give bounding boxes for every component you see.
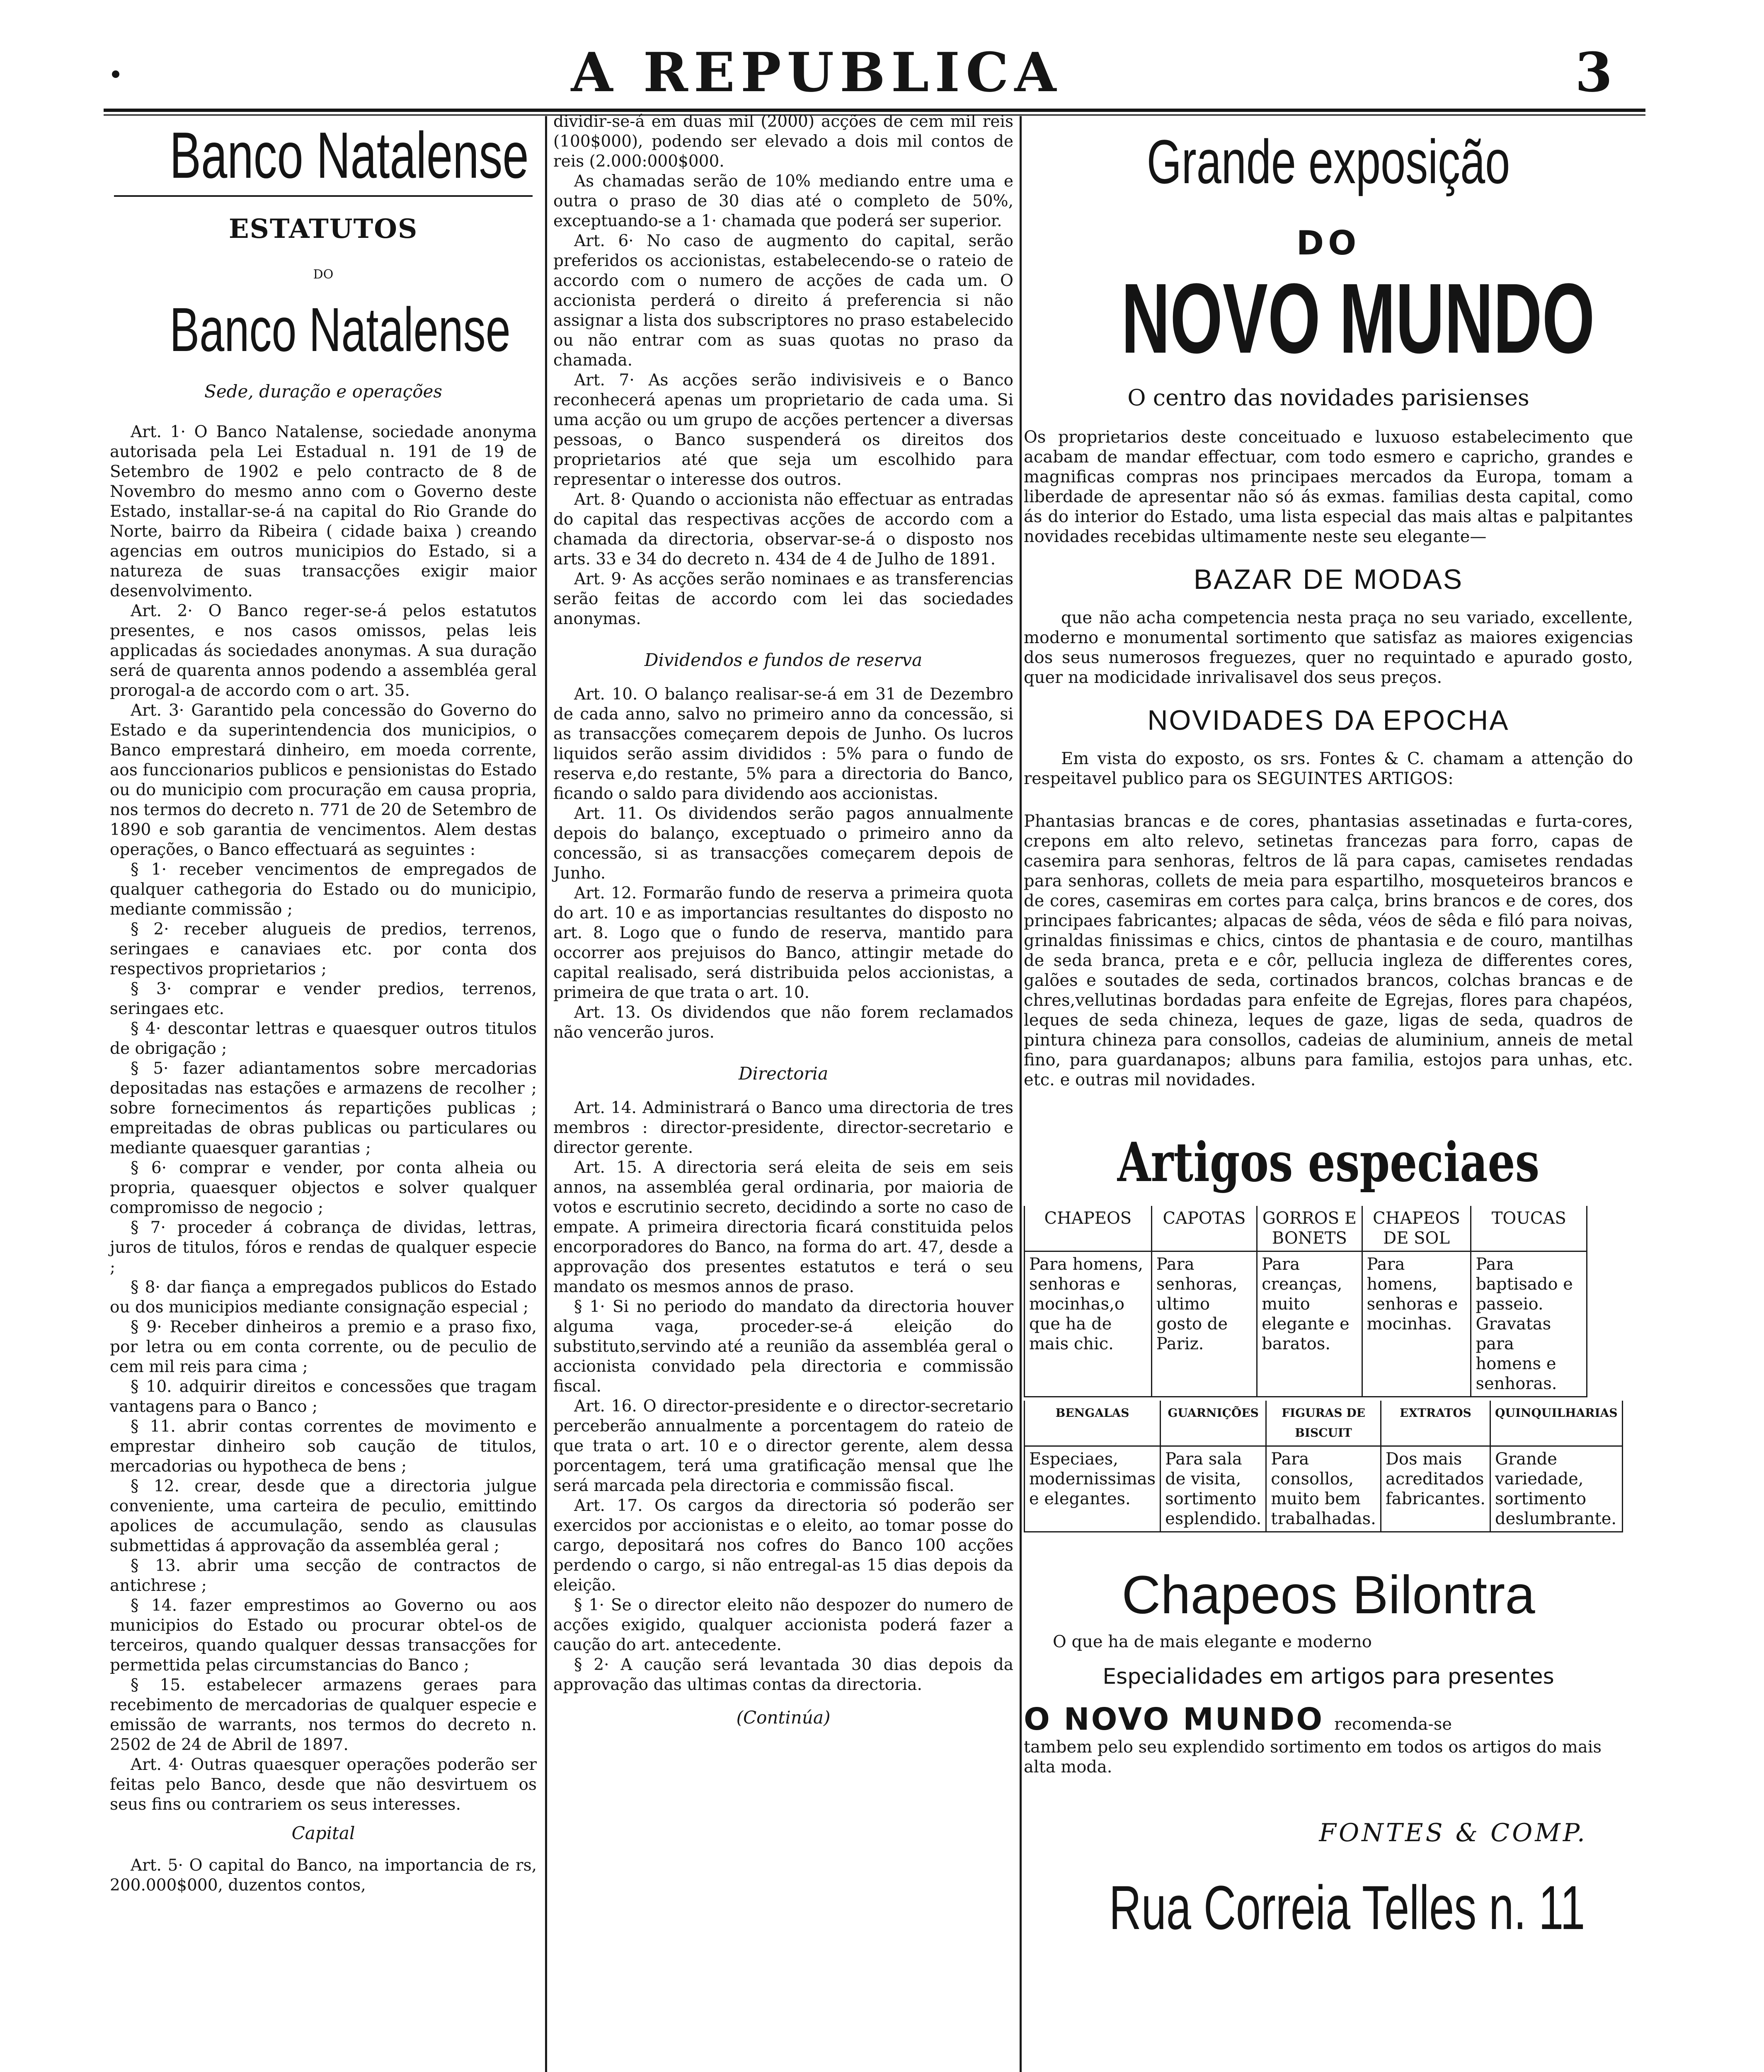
ad-special-articles-heading: Artigos especiaes bbox=[1117, 1130, 1540, 1194]
ad-bilontra-text: O que ha de mais elegante e moderno bbox=[1053, 1632, 1372, 1651]
bank-title-rule bbox=[114, 195, 533, 197]
ad-store-name: NOVO MUNDO bbox=[1121, 263, 1595, 374]
article-paragraph: § 6· comprar e vender, por conta alheia ou propria, quaesquer objectos e solver qualquer compromisso de negocio ; bbox=[110, 1159, 537, 1217]
ad-intro: Os proprietarios deste conceituado e luxuoso estabelecimento que acabam de mandar effectuar, com todo esmero e capricho, grandes e magnificas compras nos principaes mercados da Europa, tomam a liberdade de apresentar não só ás exmas. familias desta capital, como ás do interior do Estado, uma lista especial das mais altas e palpitantes novidades recebidas ultimamente neste seu elegante— bbox=[1024, 428, 1633, 546]
article-paragraph: § 11. abrir contas correntes de movimento e emprestar dinheiro sob caução de titulos, mercadorias ou hypotheca de bens ; bbox=[110, 1417, 537, 1476]
ad-novidades-heading: NOVIDADES DA EPOCHA bbox=[1147, 704, 1510, 736]
article-paragraph: § 5· fazer adiantamentos sobre mercadorias depositadas nas estações e armazens de recolher ; sobre fornecimentos ás repartições publicas ; empreitadas de obras publicas ou particulares ou mediante quaesquer garantias ; bbox=[110, 1059, 537, 1157]
article-paragraph: § 9· Receber dinheiros a premio e a praso fixo, por letra ou em conta corrente, ou de peculio de cem mil reis para cima ; bbox=[110, 1318, 537, 1376]
article-paragraph: § 1· Se o director eleito não despozer do numero de acções exigido, qualquer accionista poderá fazer a caução do art. antecedente. bbox=[553, 1596, 1013, 1654]
ad-recomenda: recomenda-se bbox=[1334, 1715, 1452, 1734]
bank-title: Banco Natalense bbox=[170, 119, 529, 192]
table-header: TOUCAS bbox=[1471, 1206, 1587, 1251]
article-paragraph: Art. 9· As acções serão nominaes e as transferencias serão feitas de accordo com lei das sociedades anonymas. bbox=[553, 570, 1013, 628]
ad-bilontra-heading: Chapeos Bilontra bbox=[1122, 1564, 1535, 1625]
table-header: GORROS E BONETS bbox=[1257, 1206, 1362, 1251]
masthead-rule bbox=[104, 109, 1645, 112]
masthead bbox=[0, 0, 1764, 108]
table-cell: Grande variedade, sortimento deslumbrante. bbox=[1490, 1446, 1623, 1532]
table-header: EXTRATOS bbox=[1381, 1401, 1490, 1446]
table-header: BENGALAS bbox=[1025, 1401, 1161, 1446]
table-header: QUINQUILHARIAS bbox=[1490, 1401, 1623, 1446]
article-paragraph: Art. 11. Os dividendos serão pagos annualmente depois do balanço, exceptuado o primeiro anno da concessão, si as transacções começarem depois de Junho. bbox=[553, 804, 1013, 883]
ad-firm-name: FONTES & COMP. bbox=[1319, 1818, 1587, 1847]
table-cell: Para creanças, muito elegante e baratos. bbox=[1257, 1251, 1362, 1397]
article-paragraph: § 2· receber alugueis de predios, terrenos, seringaes e canaviaes etc. por conta dos respectivos proprietarios ; bbox=[110, 920, 537, 978]
article-paragraph: Art. 4· Outras quaesquer operações poderão ser feitas pelo Banco, desde que não desvirtuem os seus fins ou contrariem os seus interesses. bbox=[110, 1755, 537, 1814]
ad-title: Grande exposição bbox=[1146, 127, 1510, 196]
article-paragraph: Art. 2· O Banco reger-se-á pelos estatutos presentes, e nos casos omissos, pelas leis applicadas ás sociedades anonymas. A sua duração será de quarenta annos podendo a assembléa geral prorogal-a de accordo com o art. 35. bbox=[110, 602, 537, 700]
ad-bazar-heading: BAZAR DE MODAS bbox=[1193, 564, 1464, 595]
table-cell: Especiaes, modernissimas e elegantes. bbox=[1025, 1446, 1161, 1532]
article-paragraph: dividir-se-á em duas mil (2000) acções de cem mil reis (100$000), podendo ser elevado a dois mil contos de reis (2.000:000$000. bbox=[553, 112, 1013, 171]
ad-novo-mundo-name: O NOVO MUNDO bbox=[1024, 1702, 1324, 1737]
article-paragraph: Art. 16. O director-presidente e o director-secretario perceberão annualmente a porcentagem do rateio de que trata o art. 10 e o director gerente, alem dessa porcentagem, terá uma gratificação mensal que lhe será marcada pela directoria e commissão fiscal. bbox=[553, 1397, 1013, 1495]
article-paragraph: § 7· proceder á cobrança de dividas, lettras, juros de titulos, fóros e rendas de qualquer especie ; bbox=[110, 1218, 537, 1277]
table-header: FIGURAS DE BISCUIT bbox=[1266, 1401, 1381, 1446]
table-cell: Para homens, senhoras e mocinhas,o que ha de mais chic. bbox=[1025, 1251, 1152, 1397]
article-paragraph: Art. 15. A directoria será eleita de seis em seis annos, na assembléa geral ordinaria, por maioria de votos e escrutinio secreto, decidindo a sorte no caso de empate. A primeira directoria ficará constituida pelos encorporadores do Banco, na forma do art. 47, desde a approvação dos presentes estatutos e terá o seu mandato os mesmos annos de praso. bbox=[553, 1158, 1013, 1296]
column-statutes-continued bbox=[553, 112, 1013, 1728]
article-paragraph: Art. 1· O Banco Natalense, sociedade anonyma autorisada pela Lei Estadual n. 191 de 19 de Setembro de 1902 e pelo contracto de 8 de Novembro do mesmo anno com o Governo deste Estado, installar-se-á na capital do Rio Grande do Norte, bairro da Ribeira ( cidade baixa ) creando agencias em outros municipios do Estado, si a natureza de suas transacções exigir maior desenvolvimento. bbox=[110, 423, 537, 600]
article-paragraph: § 14. fazer emprestimos ao Governo ou aos municipios do Estado ou procurar obtel-os de terceiros, quando qualquer dessas transacções for permettida pelas circumstancias do Banco ; bbox=[110, 1596, 537, 1675]
ad-especialidades: Especialidades em artigos para presentes bbox=[1102, 1664, 1554, 1689]
table-cell: Para senhoras, ultimo gosto de Pariz. bbox=[1151, 1251, 1257, 1397]
section-heading-sede: Sede, duração e operações bbox=[204, 381, 442, 402]
article-paragraph: § 1· receber vencimentos de empregados de qualquer cathegoria do Estado ou do municipio, mediante commissão ; bbox=[110, 860, 537, 919]
article-paragraph: Art. 10. O balanço realisar-se-á em 31 de Dezembro de cada anno, salvo no primeiro anno da concessão, si as transacções começarem depois de Junho. Os lucros liquidos serão assim divididos : 5% para o fundo de reserva e,do restante, 5% para a directoria do Banco, ficando o saldo para dividendo aos accionistas. bbox=[553, 685, 1013, 803]
articles-table-2 bbox=[1024, 1401, 1623, 1532]
article-paragraph: Art. 5· O capital do Banco, na importancia de rs, 200.000$000, duzentos contos, bbox=[110, 1856, 537, 1895]
article-paragraph: § 12. crear, desde que a directoria julgue conveniente, uma carteira de peculio, emittindo apolices de accumulação, sendo as clausulas submettidas á approvação da assembléa geral ; bbox=[110, 1477, 537, 1555]
table-cell: Dos mais acreditados fabricantes. bbox=[1381, 1446, 1490, 1532]
ad-bazar-text: que não acha competencia nesta praça no seu variado, excellente, moderno e monumental sortimento que satisfaz as maiores exigencias dos seus numerosos freguezes, quer no requintado e apurado gosto, quer na modicidade inrivalisavel dos seus preços. bbox=[1024, 608, 1633, 687]
article-paragraph: As chamadas serão de 10% mediando entre uma e outra o praso de 30 dias até o completo de 50%, exceptuando-se a 1· chamada que poderá ser superior. bbox=[553, 172, 1013, 230]
ad-address: Rua Correia Telles n. 11 bbox=[1109, 1873, 1585, 1942]
ad-do: DO bbox=[1296, 224, 1361, 262]
article-paragraph: § 15. estabelecer armazens geraes para recebimento de mercadorias de qualquer especie e emissão de warrants, nos termos do decreto n. 2502 de 24 de Abril de 1897. bbox=[110, 1676, 537, 1754]
table-cell: Para homens, senhoras e mocinhas. bbox=[1362, 1251, 1471, 1397]
article-paragraph: § 8· dar fiança a empregados publicos do Estado ou dos municipios mediante consignação especial ; bbox=[110, 1278, 537, 1317]
ad-novo-mundo-line bbox=[1024, 1702, 1633, 1737]
table-header: CHAPEOS DE SOL bbox=[1362, 1206, 1471, 1251]
column-divider-2 bbox=[1020, 116, 1022, 2072]
article-paragraph: Art. 14. Administrará o Banco uma directoria de tres membros : director-presidente, director-secretario e director gerente. bbox=[553, 1099, 1013, 1157]
table-header: CHAPEOS bbox=[1025, 1206, 1152, 1251]
table-cell: Para sala de visita, sortimento esplendido. bbox=[1161, 1446, 1266, 1532]
statutes-do: DO bbox=[313, 267, 334, 282]
article-paragraph: Art. 6· No caso de augmento do capital, serão preferidos os accionistas, estabelecendo-se o rateio de accordo com o numero de acções de cada um. O accionista perderá o direito á preferencia si não assignar a lista dos subscriptores no praso estabelecido ou não entrar com as suas quotas no praso da chamada. bbox=[553, 232, 1013, 370]
article-paragraph: § 10. adquirir direitos e concessões que tragam vantagens para o Banco ; bbox=[110, 1377, 537, 1416]
table-cell: Para consollos, muito bem trabalhadas. bbox=[1266, 1446, 1381, 1532]
article-paragraph: § 2· A caução será levantada 30 dias depois da approvação das ultimas contas da directoria. bbox=[553, 1656, 1013, 1694]
article-paragraph: § 13. abrir uma secção de contractos de antichrese ; bbox=[110, 1556, 537, 1595]
article-paragraph: Art. 12. Formarão fundo de reserva a primeira quota do art. 10 e as importancias resultantes do disposto no art. 8. Logo que o fundo de reserva, mantido para occorrer aos prejuisos do Banco, attingir metade do capital realisado, será distribuida pelos accionistas, a primeira de que trata o art. 10. bbox=[553, 884, 1013, 1002]
column-statutes bbox=[110, 118, 537, 1895]
bank-title-secondary: Banco Natalense bbox=[170, 295, 511, 364]
article-paragraph: Art. 13. Os dividendos que não forem reclamados não vencerão juros. bbox=[553, 1003, 1013, 1042]
articles-table-1 bbox=[1024, 1206, 1587, 1397]
section-heading-directoria: Directoria bbox=[738, 1063, 829, 1084]
article-paragraph: Art. 7· As acções serão indivisiveis e o Banco reconhecerá apenas um proprietario de cada uma. Si uma acção ou um grupo de acções pertencer a diversas pessoas, o Banco suspenderá os direitos dos proprietarios até que seja um escolhido para representar o interesse dos outros. bbox=[553, 371, 1013, 489]
article-paragraph: § 4· descontar lettras e quaesquer outros titulos de obrigação ; bbox=[110, 1019, 537, 1058]
article-paragraph: Art. 17. Os cargos da directoria só poderão ser exercidos por accionistas e o eleito, ao tomar posse do cargo, depositará nos cofres do Banco 100 acções perdendo o cargo, si não entregal-as 15 dias depois da eleição. bbox=[553, 1496, 1013, 1595]
table-cell: Para baptisado e passeio. Gravatas para homens e senhoras. bbox=[1471, 1251, 1587, 1397]
section-heading-dividends: Dividendos e fundos de reserva bbox=[644, 650, 923, 670]
ad-recomenda-text: tambem pelo seu explendido sortimento em todos os artigos do mais alta moda. bbox=[1024, 1738, 1602, 1777]
statutes-heading: ESTATUTOS bbox=[228, 213, 418, 244]
table-header: GUARNIÇÕES bbox=[1161, 1401, 1266, 1446]
ad-novidades-text: Em vista do exposto, os srs. Fontes & C. chamam a attenção do respeitavel publico para os SEGUINTES ARTIGOS: bbox=[1024, 749, 1633, 788]
continued-note: (Continúa) bbox=[736, 1707, 831, 1728]
table-header: CAPOTAS bbox=[1151, 1206, 1257, 1251]
article-paragraph: Art. 8· Quando o accionista não effectuar as entradas do capital das respectivas acções de accordo com a chamada da directoria, observar-se-á o disposto nos arts. 33 e 34 do decreto n. 434 de 4 de Julho de 1891. bbox=[553, 490, 1013, 569]
page-number: 3 bbox=[1575, 41, 1613, 104]
article-paragraph: § 1· Si no periodo do mandato da directoria houver alguma vaga, proceder-se-á eleição do substituto,servindo até a reunião da assembléa geral o accionista convidado pela directoria e commissão fiscal. bbox=[553, 1297, 1013, 1396]
statutes-body bbox=[110, 422, 537, 1815]
column-divider-1 bbox=[545, 116, 547, 2072]
section-heading-capital: Capital bbox=[291, 1823, 355, 1843]
ad-tagline: O centro das novidades parisienses bbox=[1127, 385, 1529, 411]
article-paragraph: Art. 3· Garantido pela concessão do Governo do Estado e da superintendencia dos municipios, o Banco emprestará dinheiro, em moeda corrente, aos funccionarios publicos e pensionistas do Estado ou do municipio com procuração em causa propria, nos termos do decreto n. 771 de 20 de Setembro de 1890 e sob garantia de vencimentos. Alem destas operações, o Banco effectuará as seguintes : bbox=[110, 701, 537, 859]
masthead-dot bbox=[112, 70, 119, 78]
article-paragraph: § 3· comprar e vender predios, terrenos, seringaes etc. bbox=[110, 980, 537, 1018]
ad-articles-list: Phantasias brancas e de cores, phantasias assetinadas e furta-cores, crepons em alto relevo, setinetas francezas para forro, capas de casemira para senhoras, feltros de lã para capas, camisetes rendadas para senhoras, collets de meia para espartilho, mosqueteiros brancos e de cores, casemiras em cortes para calça, brins brancos e de cores, dos principaes fabricantes; alpacas de sêda, véos de sêda e filó para noivas, grinaldas finissimas e chics, cintos de phantasia e de couro, mantilhas de seda branca, preta e e côr, pellucia ingleza de differentes cores, galões e soutades de seda, cortinados brancos, colchas brancas e de chres,vellutinas bordadas para enfeite de Egrejas, flores para chapéos, leques de seda chineza, leques de gaze, ligas de seda, quadros de pintura chineza para consollos, cadeias de aluminium, anneis de metal fino, para guardanapos; albuns para familia, estojos para unhas, etc. etc. e outras mil novidades. bbox=[1024, 812, 1633, 1089]
column-advertisement bbox=[1024, 116, 1633, 1943]
newspaper-title: A REPUBLICA bbox=[571, 41, 1062, 104]
